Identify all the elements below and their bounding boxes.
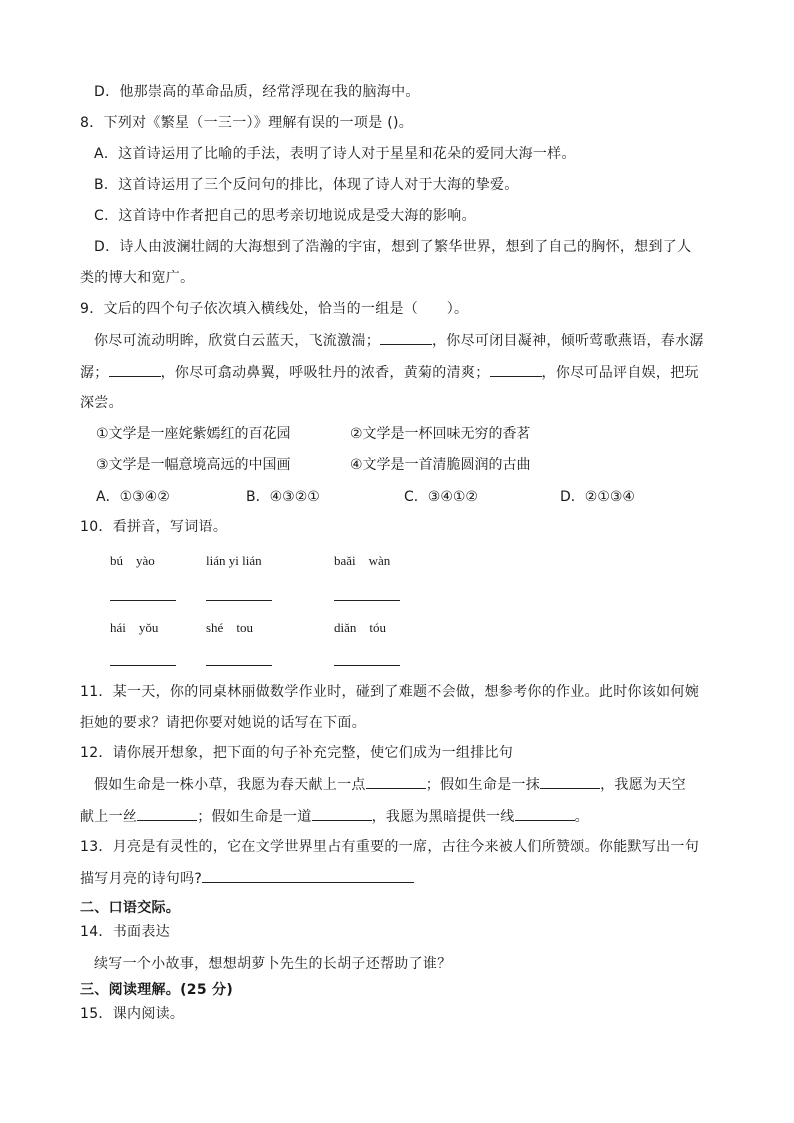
q8-option-d-line2: 类的博大和宽广。 (80, 270, 195, 286)
section-3-heading: 三、阅读理解。(25 分) (80, 982, 234, 998)
q12-line1: 假如生命是一株小草，我愿为春天献上一点 ；假如生命是一抹 ，我愿为天空 (94, 774, 686, 795)
answer-line[interactable] (110, 665, 176, 666)
q9-option-d: D．②①③④ (560, 489, 635, 505)
answer-line[interactable] (206, 600, 272, 601)
q11-line1: 11．某一天，你的同桌林丽做数学作业时，碰到了难题不会做，想参考你的作业。此时你该如何婉 (80, 684, 700, 700)
answer-blank[interactable] (312, 806, 372, 821)
q9-sentence-1: ①文学是一座姹紫嫣红的百花园 (96, 426, 291, 442)
q12-stem: 12．请你展开想象，把下面的句子补充完整，使它们成为一组排比句 (80, 745, 514, 761)
q14-body: 续写一个小故事，想想胡萝卜先生的长胡子还帮助了谁？ (94, 956, 452, 972)
q14-stem: 14．书面表达 (80, 924, 170, 940)
answer-blank[interactable] (490, 362, 542, 377)
answer-line[interactable] (206, 665, 272, 666)
q8-stem: 8．下列对《繁星（一三一）》理解有误的一项是 ()。 (80, 115, 414, 131)
q9-passage-line1: 你尽可流动明眸，欣赏白云蓝天，飞流激湍； ，你尽可闭目凝神，倾听莺歌燕语，春水潺 (94, 330, 704, 351)
pinyin-4: hái yǒu (110, 620, 159, 635)
q7-option-d: D．他那崇高的革命品质，经常浮现在我的脑海中。 (94, 84, 420, 100)
q8-option-b: B．这首诗运用了三个反问句的排比，体现了诗人对于大海的挚爱。 (94, 177, 519, 193)
answer-line[interactable] (110, 600, 176, 601)
q9-option-a: A．①③④② (96, 489, 170, 505)
answer-blank[interactable] (540, 774, 600, 789)
pinyin-6: diǎn tóu (334, 620, 386, 635)
pinyin-5: shé tou (206, 620, 253, 635)
q9-passage-line3: 深尝。 (80, 395, 123, 411)
pinyin-3: baǎi wàn (334, 553, 391, 568)
q9-passage-line2: 潺； ，你尽可翕动鼻翼，呼吸牡丹的浓香，黄菊的清爽； ，你尽可品评自娱，把玩 (80, 362, 699, 383)
q9-stem: 9．文后的四个句子依次填入横线处，恰当的一组是（ ）。 (80, 301, 469, 317)
q9-sentence-2: ②文学是一杯回味无穷的香茗 (350, 426, 531, 442)
answer-blank[interactable] (109, 362, 161, 377)
q8-option-d-line1: D．诗人由波澜壮阔的大海想到了浩瀚的宇宙，想到了繁华世界，想到了自己的胸怀，想到了人 (94, 239, 692, 255)
q9-sentence-4: ④文学是一首清脆圆润的古曲 (350, 457, 531, 473)
q13-line1: 13．月亮是有灵性的，它在文学世界里占有重要的一席，古往今来被人们所赞颂。你能默写出一句 (80, 839, 700, 855)
answer-blank[interactable] (137, 806, 197, 821)
answer-line[interactable] (334, 600, 400, 601)
section-2-heading: 二、口语交际。 (80, 900, 181, 916)
pinyin-2: lián yi lián (206, 553, 262, 568)
answer-blank[interactable] (366, 774, 426, 789)
q11-line2: 拒她的要求？请把你要对她说的话写在下面。 (80, 715, 366, 731)
q8-option-c: C．这首诗中作者把自己的思考亲切地说成是受大海的影响。 (94, 208, 476, 224)
q10-stem: 10．看拼音，写词语。 (80, 519, 228, 535)
q15-stem: 15．课内阅读。 (80, 1006, 185, 1022)
answer-blank[interactable] (380, 330, 432, 345)
q9-sentence-3: ③文学是一幅意境高远的中国画 (96, 457, 291, 473)
pinyin-1: bú yào (110, 553, 155, 568)
q9-option-c: C．③④①② (404, 489, 478, 505)
q9-option-b: B．④③②① (246, 489, 320, 505)
q12-line2: 献上一丝 ；假如生命是一道 ，我愿为黑暗提供一线 。 (80, 806, 589, 827)
answer-blank[interactable] (515, 806, 575, 821)
q8-option-a: A．这首诗运用了比喻的手法，表明了诗人对于星星和花朵的爱同大海一样。 (94, 146, 576, 162)
answer-line[interactable] (334, 665, 400, 666)
answer-blank[interactable] (202, 868, 414, 883)
q13-line2: 描写月亮的诗句吗? (80, 868, 414, 889)
